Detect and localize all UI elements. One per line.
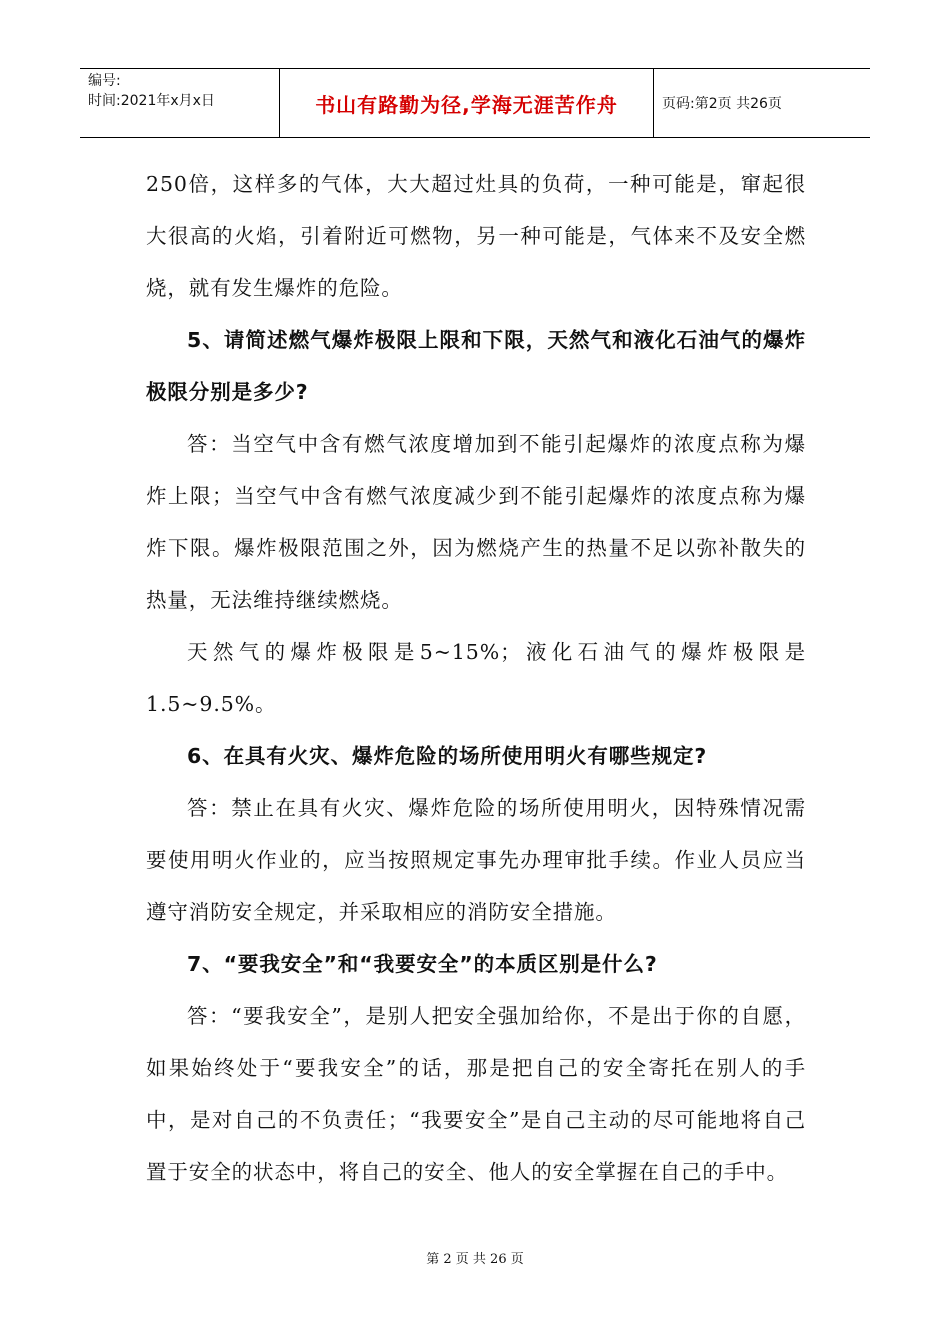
header-page-info-cell <box>654 69 870 137</box>
header-motto-cell <box>280 69 654 137</box>
answer-paragraph-6: 答：禁止在具有火灾、爆炸危险的场所使用明火，因特殊情况需要使用明火作业的，应当按照规定事先办理审批手续。作业人员应当遵守消防安全规定，并采取相应的消防安全措施。 <box>146 796 806 924</box>
document-body <box>146 158 806 1198</box>
document-number-label: 编号: <box>88 73 121 89</box>
answer-paragraph-7: 答：“要我安全”，是别人把安全强加给你，不是出于你的自愿，如果始终处于“要我安全”的话，那是把自己的安全寄托在别人的手中，是对自己的不负责任；“我要安全”是自己主动的尽可能地将自己置于安全的状态中，将自己的安全、他人的安全掌握在自己的手中。 <box>146 1004 806 1184</box>
page-footer <box>0 1248 950 1267</box>
answer-paragraph-5b: 天然气的爆炸极限是5~15%；液化石油气的爆炸极限是1.5~9.5%。 <box>146 640 806 716</box>
header-page-info: 页码:第2页 共26页 <box>662 96 782 112</box>
question-heading-5: 5、请简述燃气爆炸极限上限和下限，天然气和液化石油气的爆炸极限分别是多少? <box>146 328 806 404</box>
document-time-label: 时间:2021年x月x日 <box>88 93 215 109</box>
header-meta <box>80 69 280 137</box>
page-header <box>80 68 870 138</box>
footer-page-number: 第 2 页 共 26 页 <box>426 1252 524 1267</box>
paragraph-continuation: 250倍，这样多的气体，大大超过灶具的负荷，一种可能是，窜起很大很高的火焰，引着附近可燃物，另一种可能是，气体来不及安全燃烧，就有发生爆炸的危险。 <box>146 172 806 300</box>
header-motto: 书山有路勤为径,学海无涯苦作舟 <box>315 92 618 117</box>
answer-paragraph-5a: 答：当空气中含有燃气浓度增加到不能引起爆炸的浓度点称为爆炸上限；当空气中含有燃气浓度减少到不能引起爆炸的浓度点称为爆炸下限。爆炸极限范围之外，因为燃烧产生的热量不足以弥补散失的热量，无法维持继续燃烧。 <box>146 432 806 612</box>
question-heading-7: 7、“要我安全”和“我要安全”的本质区别是什么? <box>187 952 658 976</box>
question-heading-6: 6、在具有火灾、爆炸危险的场所使用明火有哪些规定? <box>187 744 708 768</box>
